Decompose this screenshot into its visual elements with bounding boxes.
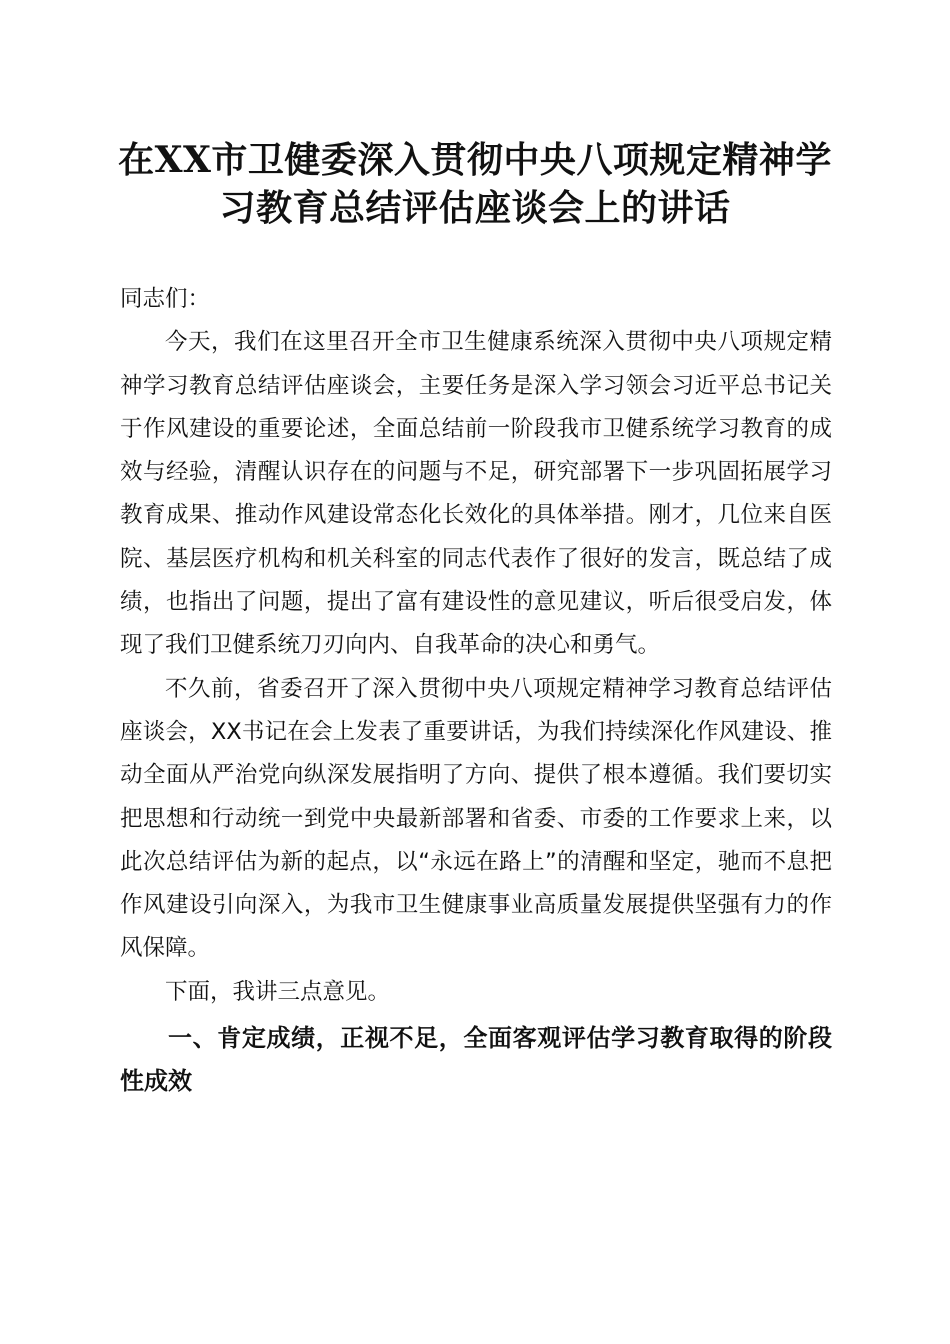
document-body	[120, 278, 832, 1104]
paragraph-provincial-meeting: 不久前，省委召开了深入贯彻中央八项规定精神学习教育总结评估座谈会，XX书记在会上发表了重要讲话，为我们持续深化作风建设、推动全面从严治党向纵深发展指明了方向、提供了根本遵循。我们要切实把思想和行动统一到党中央最新部署和省委、市委的工作要求上来，以此次总结评估为新的起点，以“永远在路上”的清醒和坚定，驰而不息把作风建设引向深入，为我市卫生健康事业高质量发展提供坚强有力的作风保障。	[120, 675, 832, 962]
title-line-1: 在XX市卫健委深入贯彻中央八项规定精神学	[118, 139, 832, 181]
salutation: 同志们：	[120, 286, 211, 312]
paragraph-opening: 今天，我们在这里召开全市卫生健康系统深入贯彻中央八项规定精神学习教育总结评估座谈会，主要任务是深入学习领会习近平总书记关于作风建设的重要论述，全面总结前一阶段我市卫健系统学习教育的成效与经验，清醒认识存在的问题与不足，研究部署下一步巩固拓展学习教育成果、推动作风建设常态化长效化的具体举措。刚才，几位来自医院、基层医疗机构和机关科室的同志代表作了很好的发言，既总结了成绩，也指出了问题，提出了富有建设性的意见建议，听后很受启发，体现了我们卫健系统刀刃向内、自我革命的决心和勇气。	[120, 329, 832, 659]
section-heading-1: 一、肯定成绩，正视不足，全面客观评估学习教育取得的阶段性成效	[120, 1024, 832, 1096]
document-title	[100, 136, 850, 232]
paragraph-three-points: 下面，我讲三点意见。	[165, 978, 391, 1005]
title-line-2: 习教育总结评估座谈会上的讲话	[219, 187, 731, 229]
